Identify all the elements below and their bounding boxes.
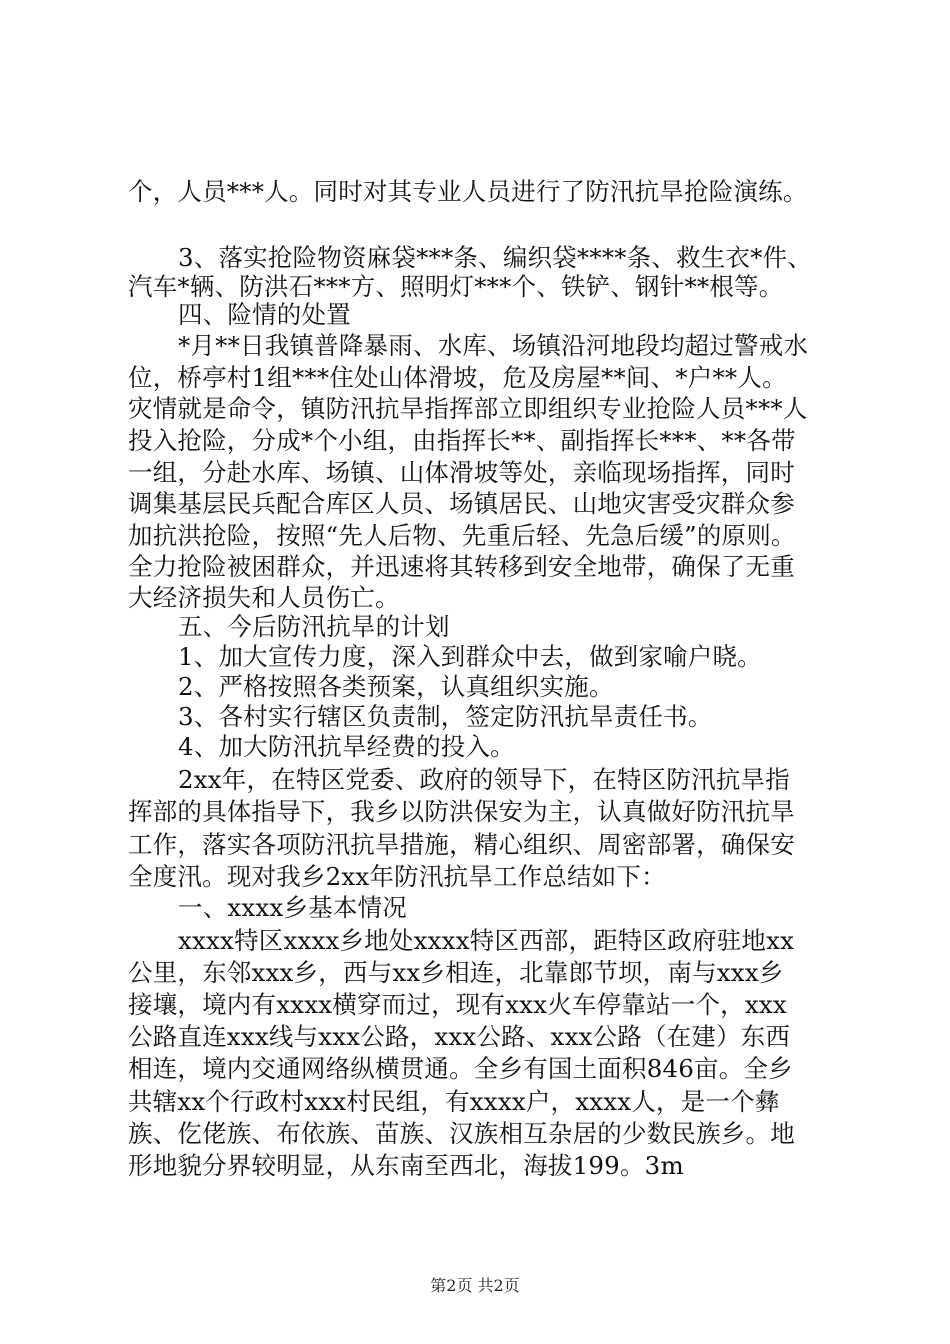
paragraph-line: 公路直连xxx线与xxx公路，xxx公路、xxx公路（在建）东西 (128, 1022, 791, 1051)
paragraph-line: 全力抢险被困群众，并迅速将其转移到安全地带，确保了无重 (128, 552, 795, 581)
paragraph-line: 公里，东邻xxx乡，西与xx乡相连，北靠郎节坝，南与xxx乡 (128, 958, 784, 987)
list-item: 1、加大宣传力度，深入到群众中去，做到家喻户晓。 (178, 642, 762, 671)
list-item: 4、加大防汛抗旱经费的投入。 (178, 732, 515, 761)
list-item: 2、严格按照各类预案，认真组织实施。 (178, 672, 614, 701)
paragraph-line: 2xx年，在特区党委、政府的领导下，在特区防汛抗旱指 (178, 765, 790, 794)
paragraph-line: 形地貌分界较明显，从东南至西北，海拔199。3m (128, 1151, 684, 1180)
paragraph-line: 个，人员***人。同时对其专业人员进行了防汛抗旱抢险演练。 (128, 177, 808, 206)
paragraph-line: 挥部的具体指导下，我乡以防洪保安为主，认真做好防汛抗旱 (128, 797, 795, 826)
paragraph-line: 族、仡佬族、布依族、苗族、汉族相互杂居的少数民族乡。地 (128, 1119, 795, 1148)
paragraph-line: 汽车*辆、防洪石***方、照明灯***个、铁铲、钢针**根等。 (128, 272, 784, 301)
paragraph-line: 工作，落实各项防汛抗旱措施，精心组织、周密部署，确保安 (128, 830, 795, 859)
paragraph-line: 大经济损失和人员伤亡。 (128, 583, 400, 612)
section-heading: 一、xxxx乡基本情况 (178, 893, 407, 922)
list-item: 3、各村实行辖区负责制，签定防汛抗旱责任书。 (178, 702, 713, 731)
paragraph-line: 一组，分赴水库、场镇、山体滑坡等处，亲临现场指挥，同时 (128, 458, 795, 487)
paragraph-line: 灾情就是命令，镇防汛抗旱指挥部立即组织专业抢险人员***人 (128, 394, 808, 423)
paragraph-line: 共辖xx个行政村xxx村民组，有xxxx户，xxxx人，是一个彝 (128, 1087, 780, 1116)
paragraph-line: xxxx特区xxxx乡地处xxxx特区西部，距特区政府驻地xx (178, 926, 795, 955)
section-heading: 五、今后防汛抗旱的计划 (178, 612, 450, 641)
paragraph-line: 接壤，境内有xxxx横穿而过，现有xxx火车停靠站一个，xxx (128, 990, 787, 1019)
paragraph-line: 调集基层民兵配合库区人员、场镇居民、山地灾害受灾群众参 (128, 489, 795, 518)
paragraph-line: 相连，境内交通网络纵横贯通。全乡有国土面积846亩。全乡 (128, 1054, 793, 1083)
paragraph-line: *月**日我镇普降暴雨、水库、场镇沿河地段均超过警戒水 (178, 331, 809, 360)
paragraph-line: 加抗洪抢险，按照“先人后物、先重后轻、先急后缓”的原则。 (128, 521, 796, 550)
paragraph-line: 3、落实抢险物资麻袋***条、编织袋****条、救生衣*件、 (178, 243, 813, 272)
paragraph-line: 投入抢险，分成*个小组，由指挥长**、副指挥长***、**各带 (128, 426, 796, 455)
page-number-footer: 第2页 共2页 (430, 1276, 520, 1295)
paragraph-line: 位，桥亭村1组***住处山体滑坡，危及房屋**间、*户**人。 (128, 363, 787, 392)
section-heading: 四、险情的处置 (178, 300, 351, 329)
paragraph-line: 全度汛。现对我乡2xx年防汛抗旱工作总结如下： (128, 862, 666, 891)
